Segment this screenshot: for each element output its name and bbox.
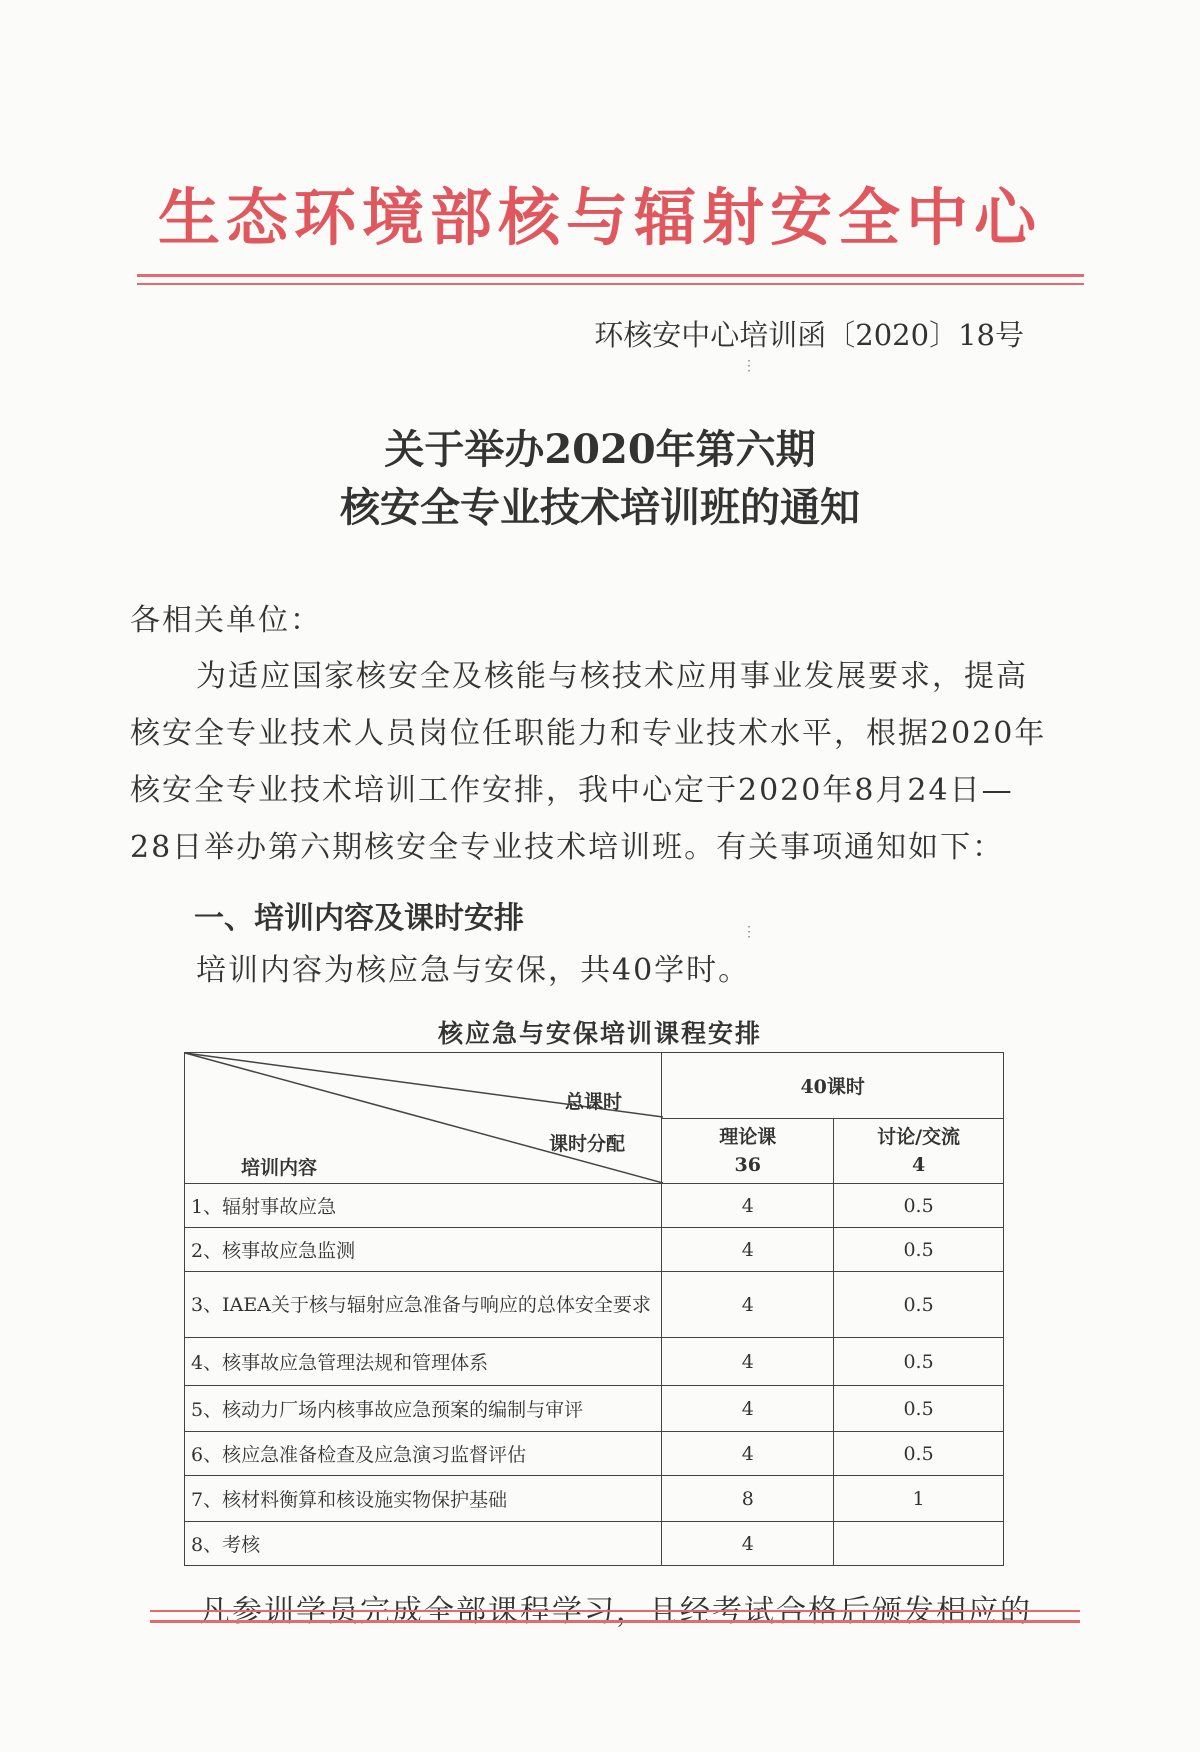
course-schedule-table (184, 1052, 1004, 1566)
paragraph-3: 凡参训学员完成全部课程学习，且经考试合格后颁发相应的 (200, 1594, 1032, 1629)
paragraph-2: 培训内容为核应急与安保，共40学时。 (196, 953, 751, 988)
theory-label: 理论课 (719, 1125, 777, 1148)
course-name: 8、考核 (185, 1522, 662, 1566)
course-name: 6、核应急准备检查及应急演习监督评估 (185, 1432, 662, 1476)
letterhead-title: 生态环境部核与辐射安全中心 (157, 181, 1042, 254)
discussion-hours: 0.5 (834, 1272, 1004, 1338)
diagonal-header-cell (185, 1053, 662, 1184)
course-name: 4、核事故应急管理法规和管理体系 (185, 1338, 662, 1386)
discussion-total: 4 (911, 1153, 926, 1176)
total-hours-cell: 40课时 (662, 1053, 1004, 1119)
course-name: 5、核动力厂场内核事故应急预案的编制与审评 (185, 1386, 662, 1432)
corner-label-content: 培训内容 (241, 1157, 318, 1179)
table-row (185, 1272, 1004, 1338)
paragraph-1-line-3: 核安全专业技术培训工作安排，我中心定于2020年8月24日— (130, 773, 1014, 808)
theory-hours: 4 (662, 1522, 834, 1566)
table-row (185, 1228, 1004, 1272)
theory-hours: 4 (662, 1228, 834, 1272)
discussion-label: 讨论/交流 (877, 1125, 961, 1148)
corner-label-alloc: 课时分配 (549, 1133, 626, 1155)
paragraph-1-line-4: 28日举办第六期核安全专业技术培训班。有关事项通知如下： (130, 830, 1005, 865)
discussion-hours: 0.5 (834, 1228, 1004, 1272)
document-number: 环核安中心培训函〔2020〕18号 (594, 318, 1024, 352)
theory-total: 36 (734, 1153, 761, 1176)
table-row (185, 1386, 1004, 1432)
table-row (185, 1184, 1004, 1228)
course-name: 3、IAEA关于核与辐射应急准备与响应的总体安全要求 (185, 1272, 662, 1338)
table-caption: 核应急与安保培训课程安排 (437, 1019, 762, 1048)
theory-hours: 4 (662, 1338, 834, 1386)
notice-title-line1: 关于举办2020年第六期 (384, 426, 816, 473)
letterhead-rule-bottom (137, 283, 1084, 285)
punch-mark-2: ⋮ (742, 924, 756, 940)
footer-rule-bottom (150, 1620, 1080, 1623)
table-row (185, 1432, 1004, 1476)
course-name: 2、核事故应急监测 (185, 1228, 662, 1272)
footer-rule-top (150, 1610, 1080, 1612)
discussion-hours (834, 1522, 1004, 1566)
corner-label-total: 总课时 (565, 1091, 623, 1113)
letterhead-rule-top (137, 274, 1084, 277)
theory-hours: 4 (662, 1386, 834, 1432)
paragraph-1-line-2: 核安全专业技术人员岗位任职能力和专业技术水平，根据2020年 (130, 716, 1047, 751)
discussion-header-cell (834, 1118, 1004, 1184)
notice-title-line2: 核安全专业技术培训班的通知 (340, 484, 860, 531)
salutation: 各相关单位： (130, 603, 322, 638)
discussion-hours: 0.5 (834, 1386, 1004, 1432)
theory-hours: 4 (662, 1432, 834, 1476)
discussion-hours: 0.5 (834, 1184, 1004, 1228)
theory-hours: 4 (662, 1272, 834, 1338)
punch-mark: ⋮ (742, 358, 756, 374)
discussion-hours: 1 (834, 1476, 1004, 1522)
discussion-hours: 0.5 (834, 1338, 1004, 1386)
table-row (185, 1476, 1004, 1522)
table-row (185, 1338, 1004, 1386)
theory-hours: 8 (662, 1476, 834, 1522)
discussion-hours: 0.5 (834, 1432, 1004, 1476)
section-heading-1: 一、培训内容及课时安排 (194, 901, 524, 936)
theory-header-cell (662, 1118, 834, 1184)
course-name: 7、核材料衡算和核设施实物保护基础 (185, 1476, 662, 1522)
table-row (185, 1522, 1004, 1566)
course-name: 1、辐射事故应急 (185, 1184, 662, 1228)
paragraph-1-line-1: 为适应国家核安全及核能与核技术应用事业发展要求，提高 (196, 659, 1028, 694)
theory-hours: 4 (662, 1184, 834, 1228)
